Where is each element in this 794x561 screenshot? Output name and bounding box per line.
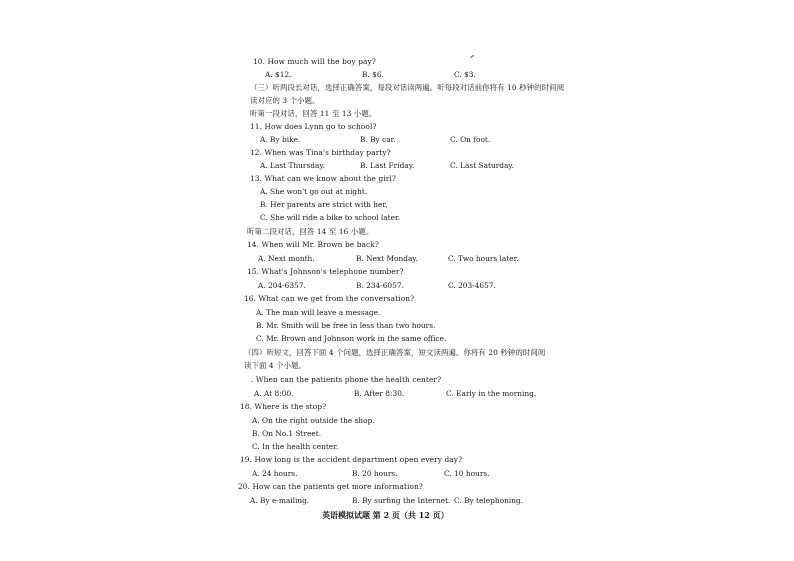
- dialogue1-instruction: 听第一段对话，回答 11 至 13 小题。: [250, 109, 377, 118]
- q12-option-b: B. Last Friday.: [360, 161, 415, 170]
- q12-option-a: A. Last Thursday.: [260, 161, 325, 170]
- q13-option-c: C. She will ride a bike to school later.: [260, 213, 401, 222]
- q17-option-c: C. Early in the morning.: [446, 389, 537, 398]
- q14-option-b: B. Next Monday.: [356, 254, 418, 263]
- q20-option-b: B. By surfing the Internet.: [352, 496, 451, 505]
- q15-option-b: B. 234-6057.: [356, 281, 404, 290]
- q13-stem: 13. What can we know about the girl?: [250, 174, 396, 183]
- q11-stem: 11. How does Lynn go to school?: [250, 122, 377, 131]
- q19-option-a: A. 24 hours.: [252, 469, 298, 478]
- q17-option-a: A. At 8:00.: [254, 389, 294, 398]
- q10-stem: 10. How much will the boy pay?: [253, 57, 376, 66]
- q18-option-a: A. On the right outside the shop.: [252, 416, 375, 425]
- section3-instruction-line2: 读对应的 3 个小题。: [250, 96, 320, 105]
- q13-option-a: A. She won't go out at night.: [260, 187, 368, 196]
- q10-option-a: A. $12.: [265, 70, 292, 79]
- q16-stem: 16. What can we get from the conversation?: [244, 294, 415, 303]
- dialogue2-instruction: 听第二段对话，回答 14 至 16 小题。: [247, 227, 374, 236]
- q19-option-b: B. 20 hours.: [352, 469, 398, 478]
- q17-stem: . When can the patients phone the health center?: [251, 375, 442, 384]
- q19-option-c: C. 10 hours.: [444, 469, 490, 478]
- q18-stem: 18. Where is the stop?: [240, 402, 327, 411]
- q20-option-a: A. By e-mailing.: [250, 496, 310, 505]
- q16-option-a: A. The man will leave a message.: [256, 308, 381, 317]
- section3-instruction-line1: （三）听两段长对话，选择正确答案，每段对话读两遍。听每段对话前你将有 10 秒钟的时间阅: [250, 83, 565, 92]
- q15-stem: 15. What's Johnson's telephone number?: [247, 267, 404, 276]
- q11-option-c: C. On foot.: [450, 135, 491, 144]
- section4-instruction-line1: （四）听短文，回答下面 4 个问题，选择正确答案，短文读两遍。你将有 20 秒钟的时间阅: [244, 348, 546, 357]
- q20-stem: 20. How can the patients get more information?: [238, 482, 423, 491]
- q11-option-b: B. By car.: [360, 135, 396, 144]
- q10-option-c: C. $3.: [454, 70, 476, 79]
- q14-option-c: C. Two hours later.: [448, 254, 519, 263]
- scan-speck: [470, 55, 474, 58]
- q14-option-a: A. Next month.: [258, 254, 315, 263]
- section4-instruction-line2: 读下面 4 个小题。: [244, 361, 307, 370]
- q18-option-b: B. On No.1 Street.: [252, 429, 322, 438]
- q12-option-c: C. Last Saturday.: [450, 161, 514, 170]
- q13-option-b: B. Her parents are strict with her.: [260, 200, 388, 209]
- page-footer: 英语模拟试题 第 2 页（共 12 页）: [322, 510, 449, 520]
- q16-option-b: B. Mr. Smith will be free in less than two hours.: [256, 321, 436, 330]
- q16-option-c: C. Mr. Brown and Johnson work in the same office.: [256, 334, 447, 343]
- q15-option-a: A. 204-6357.: [258, 281, 306, 290]
- q19-stem: 19. How long is the accident department open every day?: [240, 455, 463, 464]
- q20-option-c: C. By telephoning.: [454, 496, 524, 505]
- q17-option-b: B. After 8:30.: [354, 389, 405, 398]
- q10-option-b: B. $6.: [362, 70, 384, 79]
- q14-stem: 14. When will Mr. Brown be back?: [247, 240, 379, 249]
- q15-option-c: C. 203-4657.: [448, 281, 496, 290]
- q11-option-a: A. By bike.: [260, 135, 301, 144]
- q12-stem: 12. When was Tina's birthday party?: [250, 148, 391, 157]
- q18-option-c: C. In the health center.: [252, 442, 339, 451]
